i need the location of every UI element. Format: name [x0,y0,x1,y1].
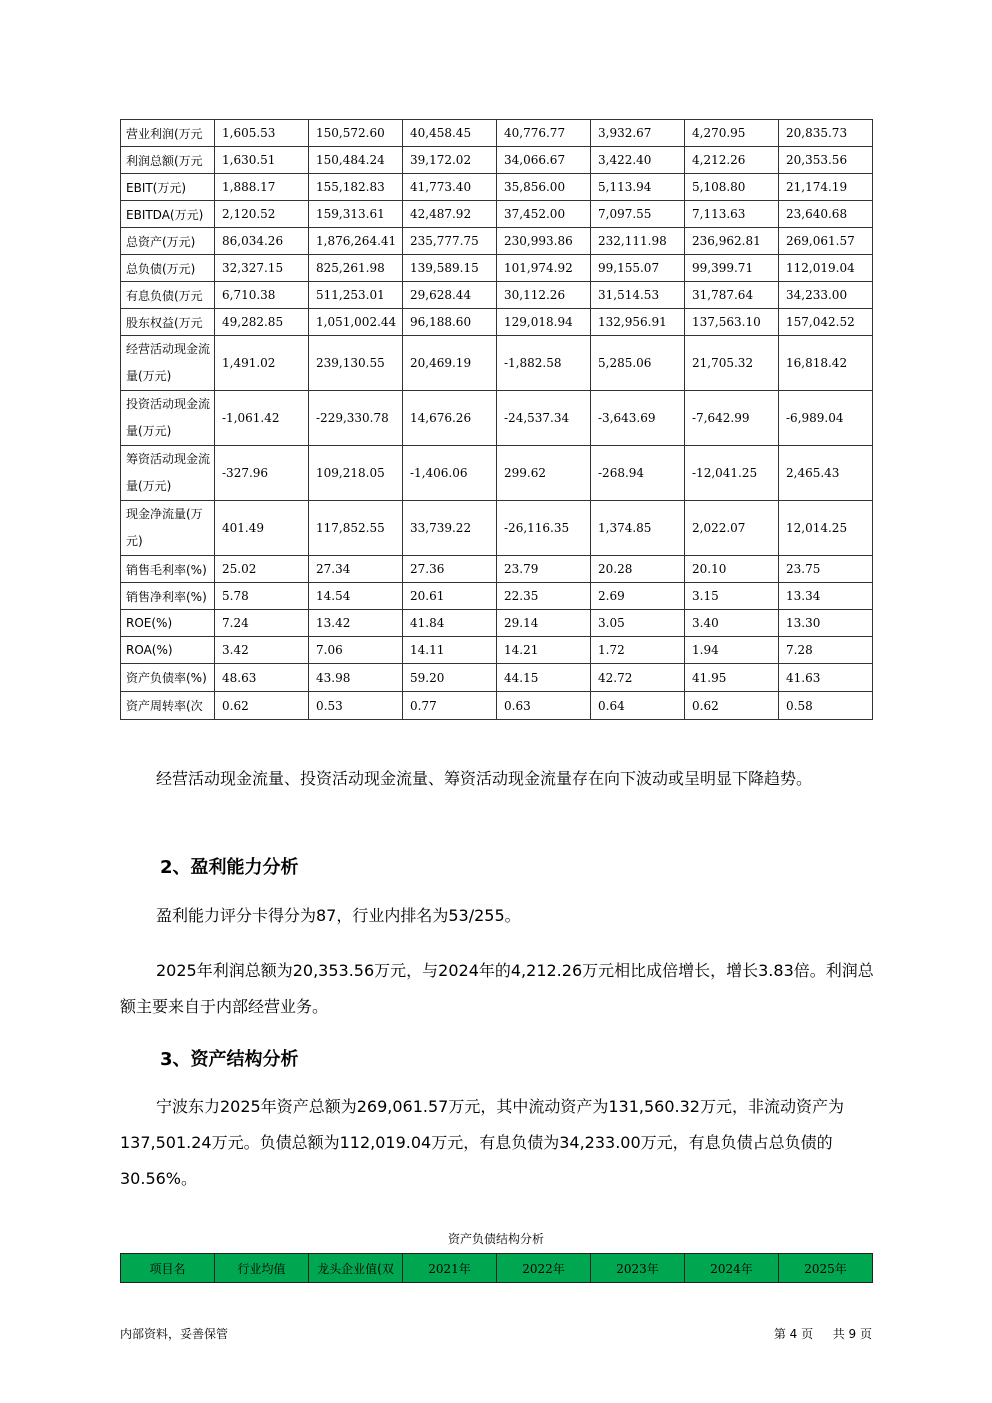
row-label: 股东权益(万元 [121,309,215,336]
table-cell: 0.62 [215,692,309,720]
table-row [121,255,873,282]
table-cell: 1.72 [591,637,685,664]
table-cell: 6,710.38 [215,282,309,309]
profit-growth-paragraph [120,953,876,1025]
table-cell: 27.36 [403,556,497,583]
table-cell: -229,330.78 [309,391,403,446]
table-row [121,391,873,446]
table-cell: 0.53 [309,692,403,720]
table-row [121,501,873,556]
table-cell: 31,787.64 [685,282,779,309]
table-row [121,692,873,720]
table-cell: 13.42 [309,610,403,637]
table-cell: 41.84 [403,610,497,637]
section-heading-profitability: 2、盈利能力分析 [160,857,299,878]
column-header: 2025年 [779,1254,873,1283]
table-cell: 1,876,264.41 [309,228,403,255]
table-cell: 112,019.04 [779,255,873,282]
table-cell: 23.75 [779,556,873,583]
row-label: 投资活动现金流量(万元) [121,391,215,446]
table-cell: 49,282.85 [215,309,309,336]
table-cell: 14.21 [497,637,591,664]
row-label: 利润总额(万元 [121,147,215,174]
table-cell: 3.15 [685,583,779,610]
row-label: EBIT(万元) [121,174,215,201]
table-cell: 42,487.92 [403,201,497,228]
table-cell: 5,285.06 [591,336,685,391]
table-cell: 20.61 [403,583,497,610]
table-cell: 99,155.07 [591,255,685,282]
table-cell: 14.54 [309,583,403,610]
column-header: 2023年 [591,1254,685,1283]
table-cell: 150,484.24 [309,147,403,174]
table-cell: -12,041.25 [685,446,779,501]
table-cell: 59.20 [403,664,497,692]
table-cell: 157,042.52 [779,309,873,336]
row-label: 现金净流量(万元) [121,501,215,556]
table-cell: 48.63 [215,664,309,692]
table-cell: 3.42 [215,637,309,664]
column-header: 2021年 [403,1254,497,1283]
table-cell: 13.34 [779,583,873,610]
table-cell: -268.94 [591,446,685,501]
section-heading-structure: 3、资产结构分析 [160,1049,299,1070]
table-row [121,201,873,228]
table-cell: -26,116.35 [497,501,591,556]
table-cell: 401.49 [215,501,309,556]
table-cell: 2,120.52 [215,201,309,228]
table-cell: 20,835.73 [779,120,873,147]
table-cell: 23,640.68 [779,201,873,228]
table-cell: 101,974.92 [497,255,591,282]
table-cell: 269,061.57 [779,228,873,255]
row-label: 销售毛利率(%) [121,556,215,583]
asset-liability-structure-table [120,1253,873,1283]
table-cell: -6,989.04 [779,391,873,446]
row-label: 有息负债(万元 [121,282,215,309]
table-row [121,282,873,309]
table-cell: 4,212.26 [685,147,779,174]
table-cell: 25.02 [215,556,309,583]
table-cell: 1,605.53 [215,120,309,147]
table-cell: 35,856.00 [497,174,591,201]
table-cell: 0.64 [591,692,685,720]
page-total: 共 9 页 [832,1327,872,1341]
table-cell: 7,113.63 [685,201,779,228]
table-cell: 42.72 [591,664,685,692]
table-row [121,637,873,664]
table-cell: 232,111.98 [591,228,685,255]
table-cell: 21,705.32 [685,336,779,391]
table-caption: 资产负债结构分析 [447,1232,544,1246]
table-cell: 40,458.45 [403,120,497,147]
table-cell: 7.28 [779,637,873,664]
paragraph-text: 经营活动现金流量、投资活动现金流量、筹资活动现金流量存在向下波动或呈明显下降趋势。 [156,769,813,788]
table-cell: 235,777.75 [403,228,497,255]
column-header: 2022年 [497,1254,591,1283]
paragraph-text: 盈利能力评分卡得分为87，行业内排名为53/255。 [156,906,521,925]
table-row [121,147,873,174]
table-cell: 29.14 [497,610,591,637]
table-cell: 3.40 [685,610,779,637]
table-cell: 44.15 [497,664,591,692]
table-cell: 20.10 [685,556,779,583]
paragraph-text: 宁波东力2025年资产总额为269,061.57万元，其中流动资产为131,560.32万元，非流动资产为137,501.24万元。负债总额为112,019.04万元，有息负债为34,233.00万元，有息负债占总负债的30.56%。 [120,1097,844,1188]
table-cell: 1.94 [685,637,779,664]
table-cell: 13.30 [779,610,873,637]
cashflow-trend-paragraph [120,761,876,797]
table-cell: 0.62 [685,692,779,720]
table-cell: 41.95 [685,664,779,692]
table-cell: 117,852.55 [309,501,403,556]
table-cell: -327.96 [215,446,309,501]
table-cell: 3,422.40 [591,147,685,174]
footer-confidential-note: 内部资料，妥善保管 [120,1327,229,1341]
table-cell: 14.11 [403,637,497,664]
table-cell: 299.62 [497,446,591,501]
paragraph-text: 2025年利润总额为20,353.56万元，与2024年的4,212.26万元相比成倍增长，增长3.83倍。利润总额主要来自于内部经营业务。 [120,961,874,1016]
table-cell: 30,112.26 [497,282,591,309]
table-cell: 96,188.60 [403,309,497,336]
table-cell: 0.63 [497,692,591,720]
row-label: 总资产(万元) [121,228,215,255]
row-label: 销售净利率(%) [121,583,215,610]
table-cell: 2,465.43 [779,446,873,501]
table-cell: 7.24 [215,610,309,637]
table-cell: 27.34 [309,556,403,583]
table-cell: -1,061.42 [215,391,309,446]
table-cell: 20.28 [591,556,685,583]
table-cell: 16,818.42 [779,336,873,391]
table-cell: 5.78 [215,583,309,610]
row-label: 经营活动现金流量(万元) [121,336,215,391]
table-cell: 41,773.40 [403,174,497,201]
table-row [121,336,873,391]
row-label: 资产负债率(%) [121,664,215,692]
table-header-row [121,1254,873,1283]
asset-structure-paragraph [120,1089,876,1197]
table-cell: 34,233.00 [779,282,873,309]
table-cell: 239,130.55 [309,336,403,391]
table-row [121,309,873,336]
table-cell: 37,452.00 [497,201,591,228]
table-cell: 23.79 [497,556,591,583]
table-cell: 20,469.19 [403,336,497,391]
table-cell: 43.98 [309,664,403,692]
table-cell: 4,270.95 [685,120,779,147]
table-cell: 825,261.98 [309,255,403,282]
table-cell: 5,113.94 [591,174,685,201]
row-label: 资产周转率(次 [121,692,215,720]
table-cell: 14,676.26 [403,391,497,446]
page-current: 第 4 页 [773,1327,814,1341]
table-row [121,120,873,147]
table-cell: 1,491.02 [215,336,309,391]
column-header: 行业均值 [215,1254,309,1283]
table-cell: 32,327.15 [215,255,309,282]
table-cell: 137,563.10 [685,309,779,336]
table-row [121,228,873,255]
table-row [121,174,873,201]
column-header: 龙头企业值(双 [309,1254,403,1283]
table-cell: 20,353.56 [779,147,873,174]
table-cell: 29,628.44 [403,282,497,309]
table-cell: -3,643.69 [591,391,685,446]
table-cell: 86,034.26 [215,228,309,255]
table-cell: 230,993.86 [497,228,591,255]
table-cell: 21,174.19 [779,174,873,201]
table-cell: -1,882.58 [497,336,591,391]
table-cell: 12,014.25 [779,501,873,556]
table-cell: 34,066.67 [497,147,591,174]
row-label: 筹资活动现金流量(万元) [121,446,215,501]
table-cell: 139,589.15 [403,255,497,282]
table-cell: 3.05 [591,610,685,637]
column-header: 项目名 [121,1254,215,1283]
table-row [121,610,873,637]
table-cell: 150,572.60 [309,120,403,147]
table-cell: 33,739.22 [403,501,497,556]
table-cell: 7.06 [309,637,403,664]
row-label: 总负债(万元) [121,255,215,282]
table-cell: 2.69 [591,583,685,610]
table-cell: 99,399.71 [685,255,779,282]
table-cell: 2,022.07 [685,501,779,556]
table-cell: 1,888.17 [215,174,309,201]
table-cell: 511,253.01 [309,282,403,309]
table-cell: 41.63 [779,664,873,692]
table-cell: 155,182.83 [309,174,403,201]
table-cell: 22.35 [497,583,591,610]
financial-indicators-table [120,119,873,720]
table-row [121,446,873,501]
row-label: ROA(%) [121,637,215,664]
table-cell: 3,932.67 [591,120,685,147]
column-header: 2024年 [685,1254,779,1283]
table-cell: 159,313.61 [309,201,403,228]
table-cell: 1,051,002.44 [309,309,403,336]
table-cell: 0.77 [403,692,497,720]
footer-page-number [774,1325,872,1342]
table-cell: 5,108.80 [685,174,779,201]
row-label: EBITDA(万元) [121,201,215,228]
table-cell: 109,218.05 [309,446,403,501]
table-cell: 39,172.02 [403,147,497,174]
table-cell: 7,097.55 [591,201,685,228]
table-cell: -24,537.34 [497,391,591,446]
table-cell: 40,776.77 [497,120,591,147]
table-cell: 236,962.81 [685,228,779,255]
table-cell: 129,018.94 [497,309,591,336]
table-row [121,664,873,692]
table-cell: 1,630.51 [215,147,309,174]
row-label: 营业利润(万元 [121,120,215,147]
table-cell: 0.58 [779,692,873,720]
table-cell: 31,514.53 [591,282,685,309]
table-cell: 132,956.91 [591,309,685,336]
table-cell: 1,374.85 [591,501,685,556]
table-row [121,583,873,610]
table-cell: -7,642.99 [685,391,779,446]
row-label: ROE(%) [121,610,215,637]
table-cell: -1,406.06 [403,446,497,501]
profitability-score-paragraph [120,898,876,934]
table-row [121,556,873,583]
